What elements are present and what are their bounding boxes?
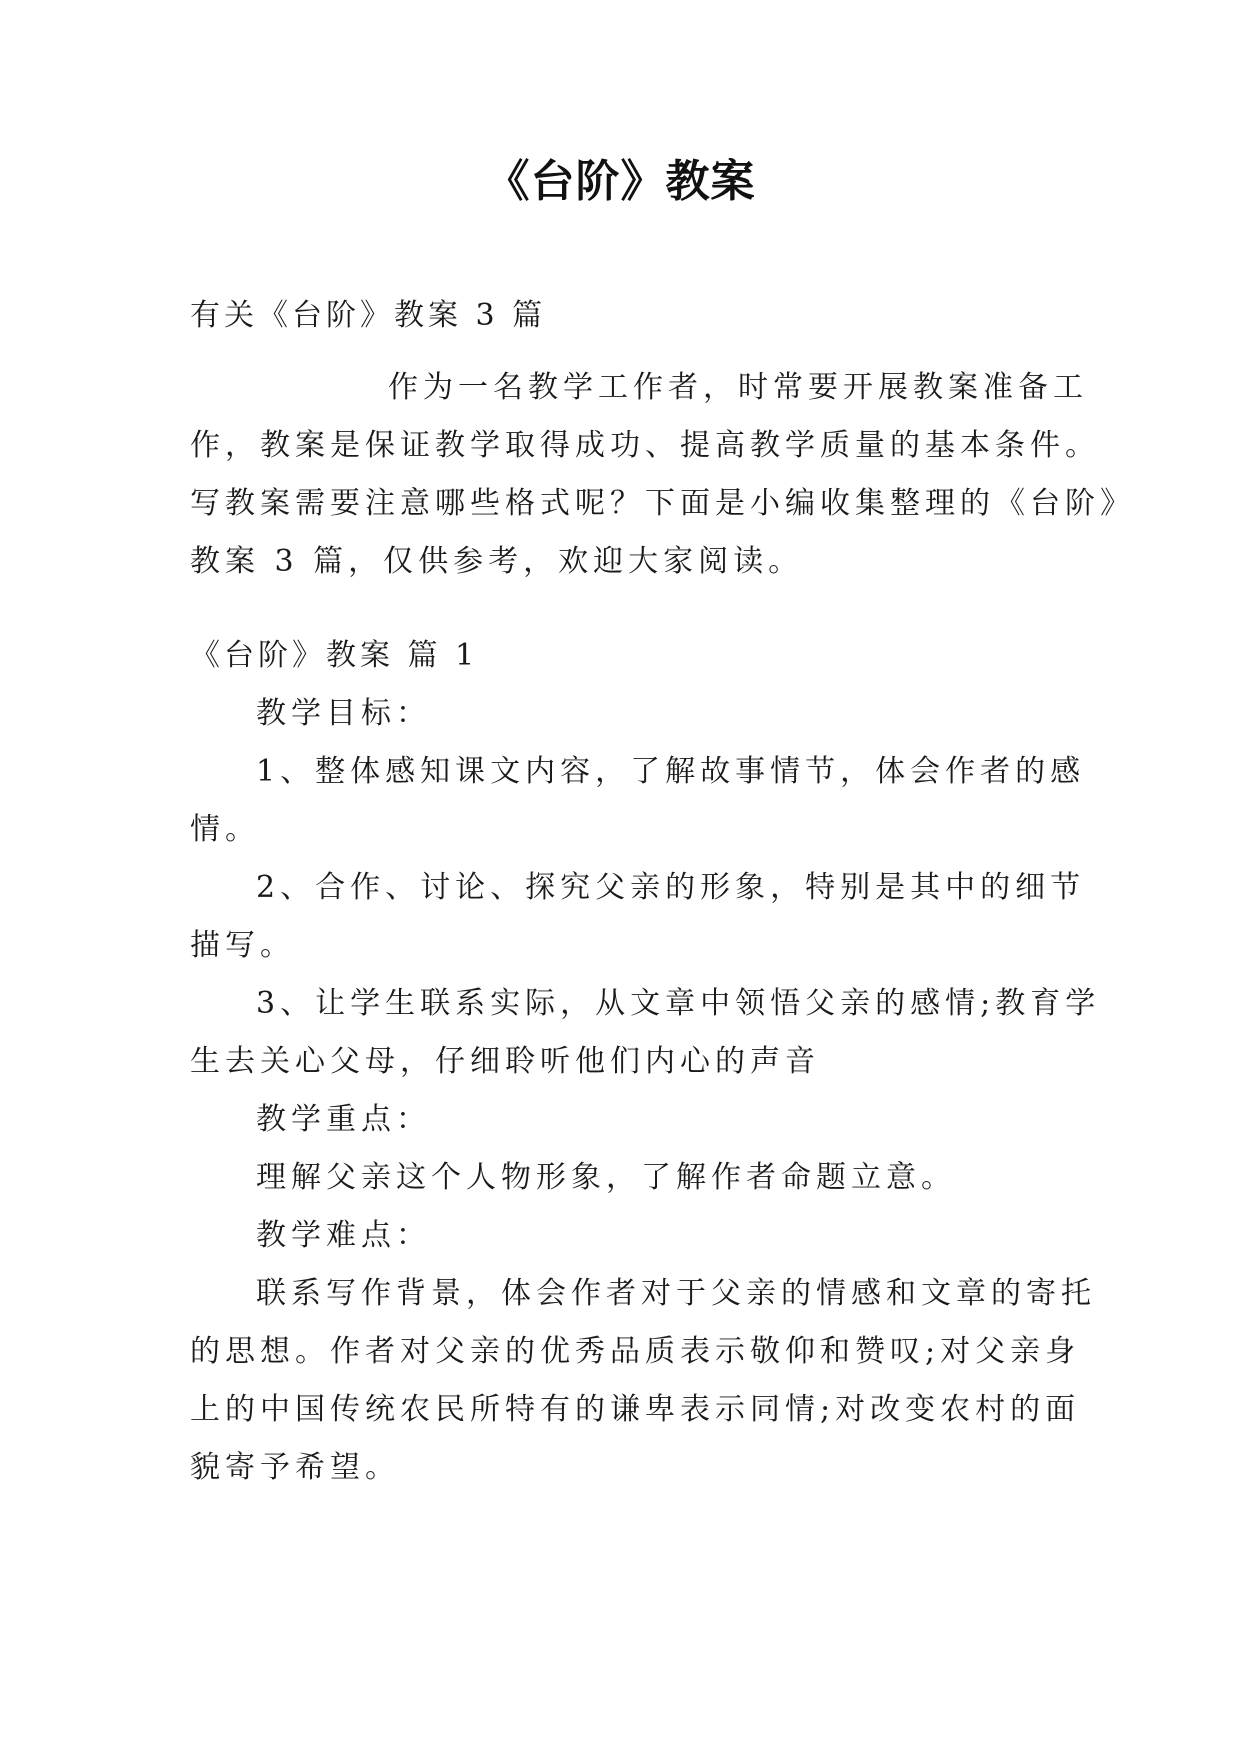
goal-1-line-1: 1、整体感知课文内容，了解故事情节，体会作者的感 — [256, 754, 1086, 789]
section-title: 《台阶》教案 篇 1 — [190, 638, 479, 673]
intro-line-2: 作，教案是保证教学取得成功、提高教学质量的基本条件。 — [190, 428, 1100, 463]
intro-line-1: 作为一名教学工作者，时常要开展教案准备工 — [388, 370, 1088, 405]
difficulty-line-1: 联系写作背景，体会作者对于父亲的情感和文章的寄托 — [256, 1276, 1096, 1311]
key-text: 理解父亲这个人物形象，了解作者命题立意。 — [256, 1160, 956, 1195]
difficulty-line-3: 上的中国传统农民所特有的谦卑表示同情;对改变农村的面 — [190, 1392, 1081, 1427]
intro-line-4: 教案 3 篇，仅供参考，欢迎大家阅读。 — [190, 544, 804, 579]
key-heading: 教学重点： — [256, 1102, 431, 1137]
difficulty-line-4: 貌寄予希望。 — [190, 1450, 400, 1485]
goal-2-line-2: 描写。 — [190, 928, 295, 963]
goal-1-line-2: 情。 — [190, 812, 260, 847]
goals-heading: 教学目标： — [256, 696, 431, 731]
document-subtitle: 有关《台阶》教案 3 篇 — [190, 298, 547, 333]
intro-line-3: 写教案需要注意哪些格式呢？下面是小编收集整理的《台阶》 — [190, 486, 1135, 521]
goal-3-line-1: 3、让学生联系实际，从文章中领悟父亲的感情;教育学 — [256, 986, 1101, 1021]
difficulty-heading: 教学难点： — [256, 1218, 431, 1253]
goal-3-line-2: 生去关心父母，仔细聆听他们内心的声音 — [190, 1044, 820, 1079]
goal-2-line-1: 2、合作、讨论、探究父亲的形象，特别是其中的细节 — [256, 870, 1086, 905]
difficulty-line-2: 的思想。作者对父亲的优秀品质表示敬仰和赞叹;对父亲身 — [190, 1334, 1081, 1369]
document-title: 《台阶》教案 — [485, 156, 756, 207]
